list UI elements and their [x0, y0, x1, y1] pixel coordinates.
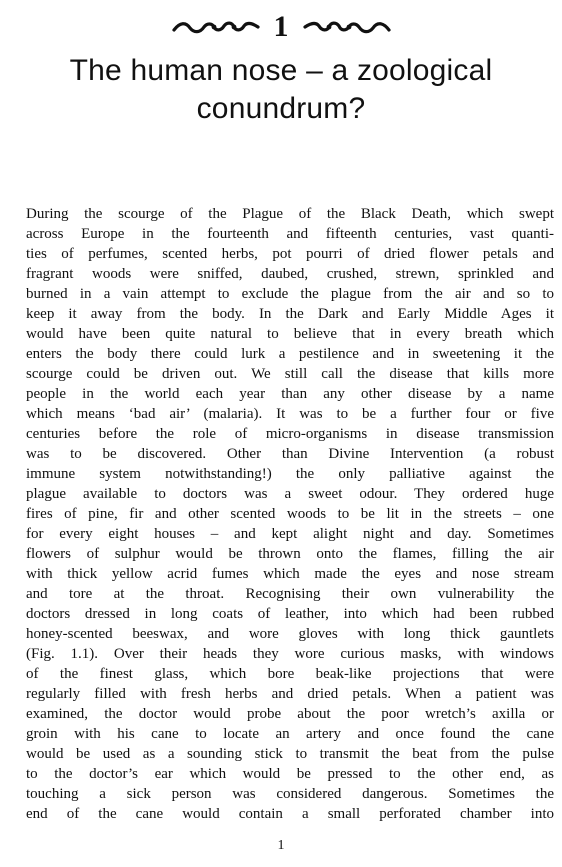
body-text-line: (Fig. 1.1). Over their heads they wore curious masks, with windows: [26, 646, 554, 662]
body-text-line: people in the world each year than any other disease by a name: [26, 386, 554, 402]
body-text-line: touching a sick person was considered dangerous. Sometimes the: [26, 786, 554, 802]
chapter-title-line-1: The human nose – a zoological: [69, 54, 493, 87]
body-text-line: During the scourge of the Plague of the Black Death, which swept: [26, 206, 554, 222]
body-text-line: with thick yellow acrid fumes which made the eyes and nose stream: [26, 566, 554, 582]
chapter-number: 1: [273, 10, 289, 43]
body-text-line: would be used as a sounding stick to transmit the beat from the pulse: [26, 746, 554, 762]
left-scroll-ornament-icon: [172, 18, 260, 36]
body-text-line: would have been quite natural to believe that in every breath which: [26, 326, 554, 342]
body-text-line: was to be discovered. Other than Divine Intervention (a robust: [26, 446, 554, 462]
body-text-line: groin with his cane to locate an artery and once found the cane: [26, 726, 554, 742]
body-text-line: keep it away from the body. In the Dark and Early Middle Ages it: [26, 306, 554, 322]
body-text-line: ties of perfumes, scented herbs, pot pourri of dried flower petals and: [26, 246, 554, 262]
body-text-line: burned in a vain attempt to exclude the plague from the air and so to: [26, 286, 554, 302]
body-text-line: doctors dressed in long coats of leather, into which had been rubbed: [26, 606, 554, 622]
body-text-line: enters the body there could lurk a pestilence and in sweetening it the: [26, 346, 554, 362]
body-text-line: of the finest glass, which bore beak-like projections that were: [26, 666, 554, 682]
page-number: 1: [277, 838, 285, 853]
body-text-line: which means ‘bad air’ (malaria). It was to be a further four or five: [26, 406, 554, 422]
chapter-heading: [0, 10, 562, 128]
body-text-line: fires of pine, fir and other scented woods to be lit in the streets – one: [26, 506, 554, 522]
body-text-line: across Europe in the fourteenth and fifteenth centuries, vast quanti-: [26, 226, 554, 242]
body-text-line: scourge could be driven out. We still call the disease that kills more: [26, 366, 554, 382]
body-text-line: to the doctor’s ear which would be pressed to the other end, as: [26, 766, 554, 782]
chapter-title-line-2: conundrum?: [196, 92, 366, 125]
chapter-number-row: [0, 10, 562, 44]
body-text-line: flowers of sulphur would be thrown onto the flames, filling the air: [26, 546, 554, 562]
body-text-line: end of the cane would contain a small perforated chamber into: [26, 806, 554, 822]
body-text-line: fragrant woods were sniffed, daubed, crushed, strewn, sprinkled and: [26, 266, 554, 282]
body-paragraph: [26, 204, 554, 824]
body-text-line: plague available to doctors was a sweet odour. They ordered huge: [26, 486, 554, 502]
body-text-line: immune system notwithstanding!) the only palliative against the: [26, 466, 554, 482]
body-text-line: honey-scented beeswax, and wore gloves with long thick gauntlets: [26, 626, 554, 642]
right-scroll-ornament-icon: [303, 18, 391, 36]
body-text-line: regularly filled with fresh herbs and dried petals. When a patient was: [26, 686, 554, 702]
chapter-title: [0, 52, 562, 128]
body-text-line: and tore at the throat. Recognising their own vulnerability the: [26, 586, 554, 602]
body-text-line: for every eight houses – and kept alight night and day. Sometimes: [26, 526, 554, 542]
body-text-line: examined, the doctor would probe about the poor wretch’s axilla or: [26, 706, 554, 722]
body-text-line: centuries before the role of micro-organisms in disease transmission: [26, 426, 554, 442]
